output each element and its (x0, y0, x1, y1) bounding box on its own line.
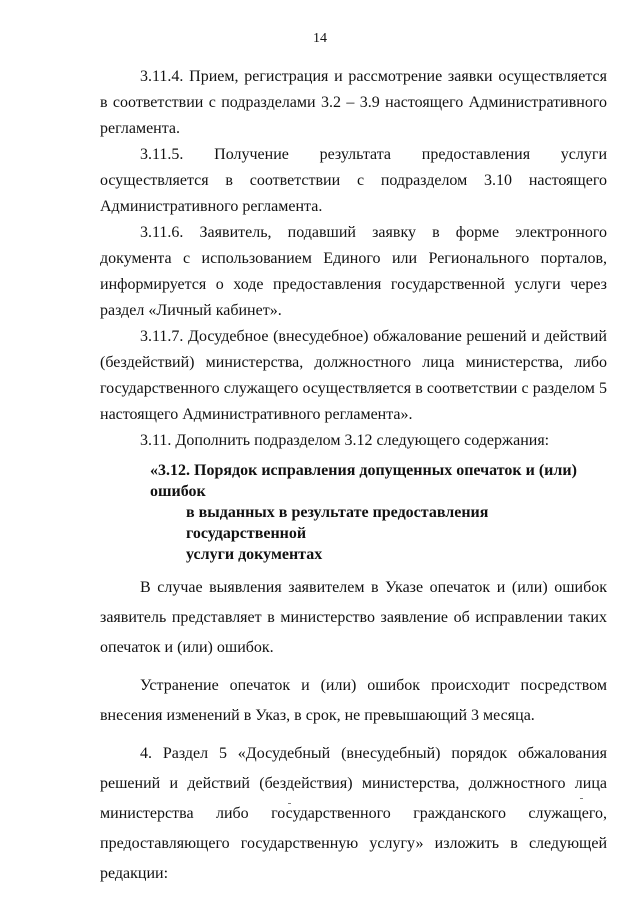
paragraph-3-11-7: 3.11.7. Досудебное (внесудебное) обжалование решений и действий (бездействий) министерства, должностного лица министерства, либо государственного служащего осуществляется в соответствии с разделом 5 настоящего Административного регламента». (100, 328, 607, 423)
paragraph-3-11-4: 3.11.4. Прием, регистрация и рассмотрение заявки осуществляется в соответствии с подразделами 3.2 – 3.9 настоящего Административного регламента. (100, 68, 607, 137)
scan-speck (580, 798, 583, 799)
paragraph-errors-fix: Устранение опечаток и (или) ошибок происходит посредством внесения изменений в Указ, в срок, не превышающий 3 месяца. (100, 677, 607, 724)
heading-line-1: «3.12. Порядок исправления допущенных опечаток и (или) ошибок (150, 462, 577, 500)
heading-line-3: услуги документах (186, 546, 323, 563)
page-number: 14 (313, 31, 327, 46)
document-body (100, 64, 607, 889)
paragraph-errors-case: В случае выявления заявителем в Указе опечаток и (или) ошибок заявитель представляет в министерство заявление об исправлении таких опечаток и (или) ошибок. (100, 579, 607, 656)
paragraph-4: 4. Раздел 5 «Досудебный (внесудебный) порядок обжалования решений и действий (бездействия) министерства, должностного лица министерства либо государственного гражданского служащего, предоставляющего государственную услугу» изложить в следующей редакции: (100, 745, 607, 882)
paragraph-3-11-5: 3.11.5. Получение результата предоставления услуги осуществляется в соответствии с подразделом 3.10 настоящего Административного регламента. (100, 146, 607, 215)
heading-line-2: в выданных в результате предоставления государственной (186, 504, 489, 542)
scan-speck (288, 803, 291, 804)
paragraph-3-11: 3.11. Дополнить подразделом 3.12 следующего содержания: (140, 432, 550, 449)
section-heading-3-12 (100, 460, 607, 565)
paragraph-3-11-6: 3.11.6. Заявитель, подавший заявку в форме электронного документа с использованием Единого или Регионального порталов, информируется о ходе предоставления государственной услуги через раздел «Личный кабинет». (100, 224, 607, 319)
